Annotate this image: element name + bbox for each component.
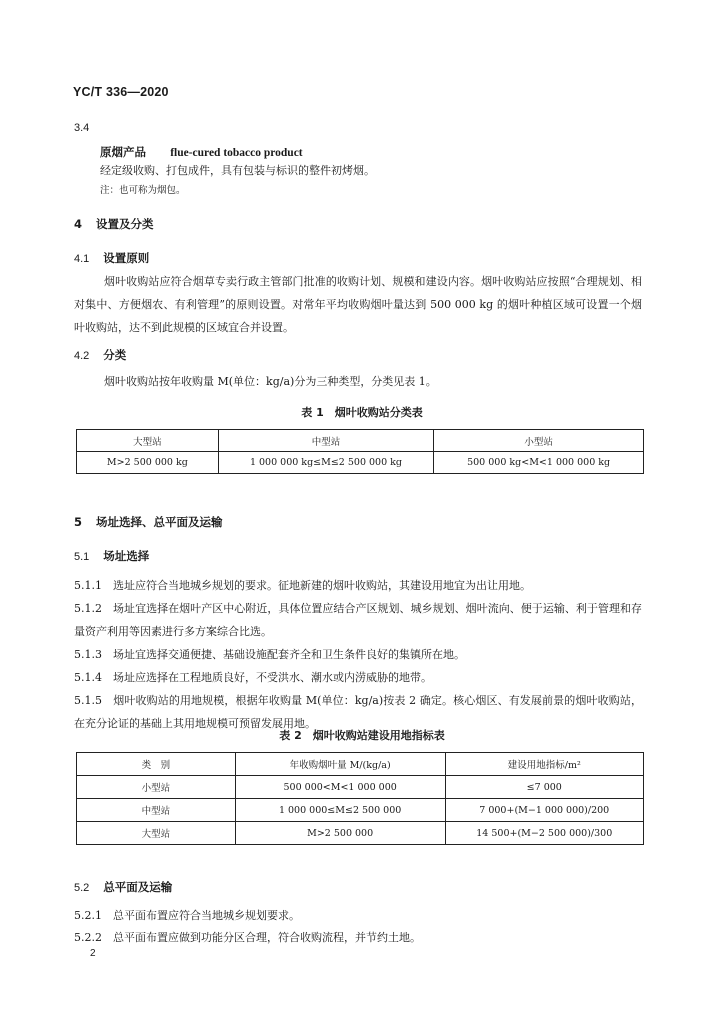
- section-title: 总平面及运输: [103, 880, 173, 894]
- table-header-cell: 大型站: [77, 430, 219, 452]
- section-number: 5.1: [74, 551, 90, 563]
- term-chinese: 原烟产品: [100, 145, 146, 159]
- clause-5-1-4: 5.1.4 场址应选择在工程地质良好，不受洪水、潮水或内涝威胁的地带。: [74, 671, 432, 684]
- section-title: 场址选择、总平面及运输: [96, 515, 223, 529]
- term-english: flue-cured tobacco product: [170, 147, 303, 159]
- section-4-1-heading: [74, 250, 149, 266]
- table-row: [77, 776, 644, 799]
- table-header-row: [77, 753, 644, 776]
- table-header-cell: 中型站: [218, 430, 433, 452]
- table-header-cell: 类 别: [77, 753, 236, 776]
- table-header-cell: 年收购烟叶量 M/(kg/a): [235, 753, 445, 776]
- table-cell: ≤7 000: [445, 776, 643, 799]
- term-definition: 经定级收购、打包成件，具有包装与标识的整件初烤烟。: [100, 164, 375, 177]
- table-2-caption: 表 2 烟叶收购站建设用地指标表: [279, 729, 445, 742]
- table-1-caption: 表 1 烟叶收购站分类表: [301, 406, 423, 419]
- table-cell: M>2 500 000: [235, 822, 445, 845]
- section-5-heading: [74, 514, 223, 530]
- section-title: 场址选择: [103, 549, 150, 563]
- section-number: 5.2: [74, 882, 90, 894]
- section-number: 4.1: [74, 253, 90, 265]
- table-cell: 1 000 000≤M≤2 500 000: [235, 799, 445, 822]
- section-title: 分类: [103, 348, 127, 362]
- section-4-1-text: 烟叶收购站应符合烟草专卖行政主管部门批准的收购计划、规模和建设内容。烟叶收购站应按照“合理规划、相对集中、方便烟农、有利管理”的原则设置。对常年平均收购烟叶量达到 500 000 kg 的烟叶种植区域可设置一个烟叶收购站，达不到此规模的区域宜合并设置。: [74, 275, 642, 334]
- section-4-2-text: 烟叶收购站按年收购量 M(单位：kg/a)分为三种类型，分类见表 1。: [104, 375, 437, 388]
- table-cell: 7 000+(M−1 000 000)/200: [445, 799, 643, 822]
- section-title: 设置原则: [103, 251, 150, 265]
- table-cell: 1 000 000 kg≤M≤2 500 000 kg: [218, 452, 433, 474]
- term-entry: [100, 141, 303, 160]
- table-cell: 大型站: [77, 822, 236, 845]
- clause-5-2-1: 5.2.1 总平面布置应符合当地城乡规划要求。: [74, 909, 300, 922]
- clause-5-1-2: 5.1.2 场址宜选择在烟叶产区中心附近，具体位置应结合产区规划、城乡规划、烟叶流向、便于运输、利于管理和存量资产利用等因素进行多方案综合比选。: [74, 602, 642, 638]
- clause-5-1-3: 5.1.3 场址宜选择交通便捷、基础设施配套齐全和卫生条件良好的集镇所在地。: [74, 648, 465, 661]
- section-title: 设置及分类: [96, 217, 154, 231]
- standard-number: YC/T 336—2020: [73, 85, 169, 99]
- clause-5-1-5: 5.1.5 烟叶收购站的用地规模，根据年收购量 M(单位：kg/a)按表 2 确定。核心烟区、有发展前景的烟叶收购站，在充分论证的基础上其用地规模可预留发展用地。: [74, 694, 642, 730]
- table-2: [76, 752, 644, 845]
- table-cell: 14 500+(M−2 500 000)/300: [445, 822, 643, 845]
- table-row: [77, 799, 644, 822]
- page-number: 2: [90, 948, 96, 959]
- section-number: 5: [74, 515, 83, 529]
- section-5-1-heading: [74, 548, 149, 564]
- table-header-cell: 小型站: [434, 430, 644, 452]
- table-row: [77, 822, 644, 845]
- clause-5-2-2: 5.2.2 总平面布置应做到功能分区合理，符合收购流程，并节约土地。: [74, 931, 421, 944]
- section-4-heading: [74, 216, 154, 232]
- clause-5-1-1: 5.1.1 选址应符合当地城乡规划的要求。征地新建的烟叶收购站，其建设用地宜为出让用地。: [74, 579, 531, 592]
- table-cell: 小型站: [77, 776, 236, 799]
- section-number: 4: [74, 217, 83, 231]
- table-1: [76, 429, 644, 474]
- table-cell: 中型站: [77, 799, 236, 822]
- table-header-cell: 建设用地指标/m²: [445, 753, 643, 776]
- section-5-2-heading: [74, 879, 172, 895]
- section-4-2-heading: [74, 347, 126, 363]
- table-cell: M>2 500 000 kg: [77, 452, 219, 474]
- section-number: 4.2: [74, 350, 90, 362]
- clause-number-3-4: 3.4: [74, 122, 90, 134]
- table-cell: 500 000<M<1 000 000: [235, 776, 445, 799]
- term-note: 注：也可称为烟包。: [100, 185, 186, 196]
- table-header-row: [77, 430, 644, 452]
- table-cell: 500 000 kg<M<1 000 000 kg: [434, 452, 644, 474]
- table-row: [77, 452, 644, 474]
